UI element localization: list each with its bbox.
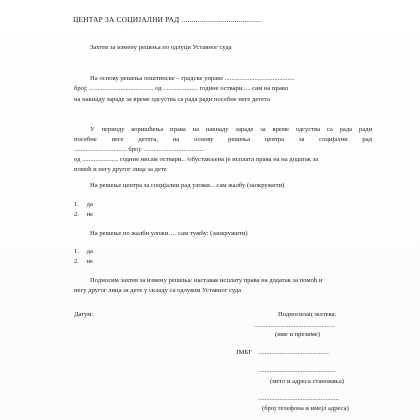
name-caption: (име и презиме): [275, 331, 320, 338]
q2-option-1-label: да: [86, 248, 93, 255]
jmbg-label: ЈМБГ: [236, 349, 253, 356]
question-2-text: На решење по жалби уложи…. сам тужбу: (заокружити): [90, 230, 248, 237]
q1-option-1: [74, 201, 93, 209]
name-line: .................................................: [254, 322, 335, 329]
phone-line: .................................................: [258, 395, 339, 402]
para2-line-2: посебне неге детета, на основу решења центра за социјални рад: [74, 136, 372, 143]
date-label: Датум:: [74, 311, 94, 318]
applicant-title: Подносилац захтева:: [278, 311, 337, 318]
address-line: ...............................................: [258, 367, 336, 374]
q1-option-1-label: да: [86, 201, 93, 208]
document-header: ЦЕНТАР ЗА СОЦИЈАЛНИ РАД .......................................: [73, 15, 262, 24]
closing-line-2: негу другог лица за дете у складу са одлуком Уставног суда: [74, 287, 242, 294]
para2-line-3: ................................ број: .....................................: [74, 146, 205, 153]
question-1-text: На решење центра за социјални рад уложи... сам жалбу (заокружити): [90, 182, 285, 189]
q1-option-1-num: 1.: [74, 201, 79, 208]
para2-line-4: од ...................... године нисам оствари.. /обустављена је исплата права на на додатак за: [74, 156, 319, 163]
para1-line-1: На основу решења општинске – градске управе ..........................................: [90, 75, 295, 82]
para1-line-3: на накнаду зараде за време одсуства са рада ради посебне неге детета: [74, 96, 270, 103]
q2-option-2-num: 2.: [74, 258, 79, 265]
closing-line-1: Подносим захтев за измену решења/ наставак исплату права на додатак за помоћ и: [90, 277, 323, 284]
q1-option-2-num: 2.: [74, 211, 79, 218]
para2-line-5: помоћ и негу другог лица за дете: [74, 166, 167, 173]
para1-line-2: број: ....................................... од ..................... године оствари..... сам на право: [74, 85, 289, 92]
q1-option-2-label: не: [86, 211, 94, 218]
q2-option-1-num: 1.: [74, 248, 79, 255]
para2-line-1: У периоду коришћења права на накнаду зараде за време одсуства са рада ради: [90, 126, 372, 133]
q2-option-1: [74, 248, 93, 256]
phone-caption: (број телефона и имејл адреса): [262, 405, 349, 412]
subject-line: Захтев за измену решења по одлуци Уставног суда: [90, 44, 232, 51]
q1-option-2: [74, 211, 93, 219]
address-caption: (мето и адреса становања): [270, 378, 344, 385]
jmbg-line: ...........................................: [258, 349, 329, 356]
q2-option-2-label: не: [86, 258, 94, 265]
q2-option-2: [74, 258, 93, 266]
